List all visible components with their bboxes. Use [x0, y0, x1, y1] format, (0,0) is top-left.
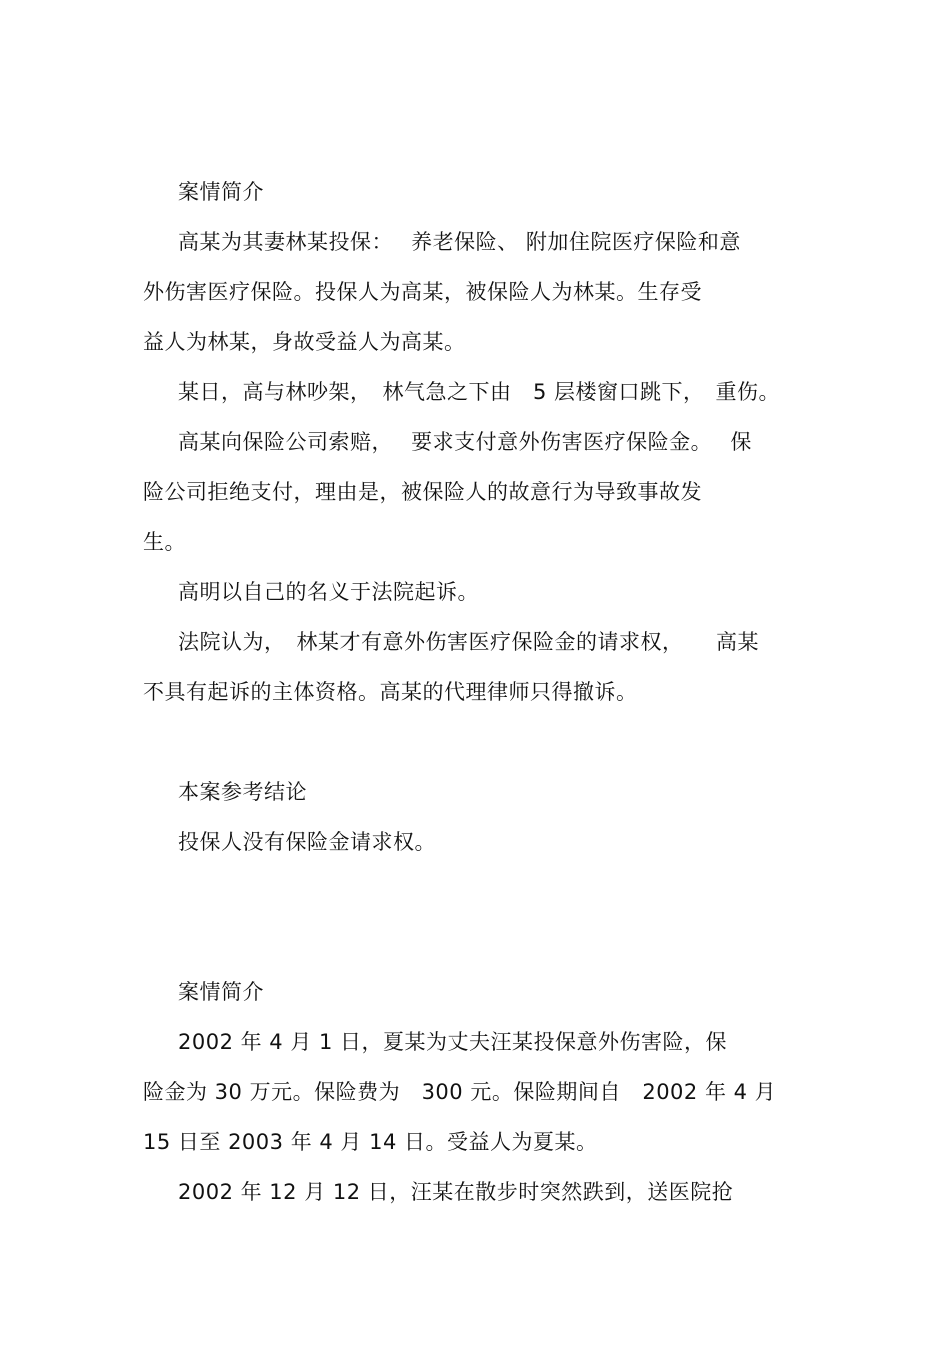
- section2-heading: 案情简介: [178, 980, 264, 1004]
- section1-p3-line2: 险公司拒绝支付，理由是，被保险人的故意行为导致事故发: [143, 480, 702, 504]
- section1-p5-line2: 不具有起诉的主体资格。高某的代理律师只得撤诉。: [143, 680, 638, 704]
- section2-p2-line1: 2002 年 12 月 12 日，汪某在散步时突然跌到，送医院抢: [178, 1180, 734, 1204]
- conclusion-heading: 本案参考结论: [178, 780, 307, 804]
- section1-p1-line3: 益人为林某，身故受益人为高某。: [143, 330, 466, 354]
- section2-p1-line2: 险金为 30 万元。保险费为 300 元。保险期间自 2002 年 4 月: [143, 1080, 777, 1104]
- section2-p1-line1: 2002 年 4 月 1 日，夏某为丈夫汪某投保意外伤害险，保: [178, 1030, 728, 1054]
- section2-p1-line3: 15 日至 2003 年 4 月 14 日。受益人为夏某。: [143, 1130, 598, 1154]
- section1-p3-line1: 高某向保险公司索赔， 要求支付意外伤害医疗保险金。 保: [178, 430, 752, 454]
- section1-p5-line1: 法院认为， 林某才有意外伤害医疗保险金的请求权， 高某: [178, 630, 759, 654]
- section1-p4-line1: 高明以自己的名义于法院起诉。: [178, 580, 479, 604]
- section1-p1-line2: 外伤害医疗保险。投保人为高某，被保险人为林某。生存受: [143, 280, 702, 304]
- section1-p1-line1: 高某为其妻林某投保： 养老保险、 附加住院医疗保险和意: [178, 230, 741, 254]
- conclusion-text: 投保人没有保险金请求权。: [178, 830, 436, 854]
- section1-heading: 案情简介: [178, 180, 264, 204]
- section1-p2-line1: 某日，高与林吵架， 林气急之下由 5 层楼窗口跳下， 重伤。: [178, 380, 781, 404]
- section1-p3-line3: 生。: [143, 530, 186, 554]
